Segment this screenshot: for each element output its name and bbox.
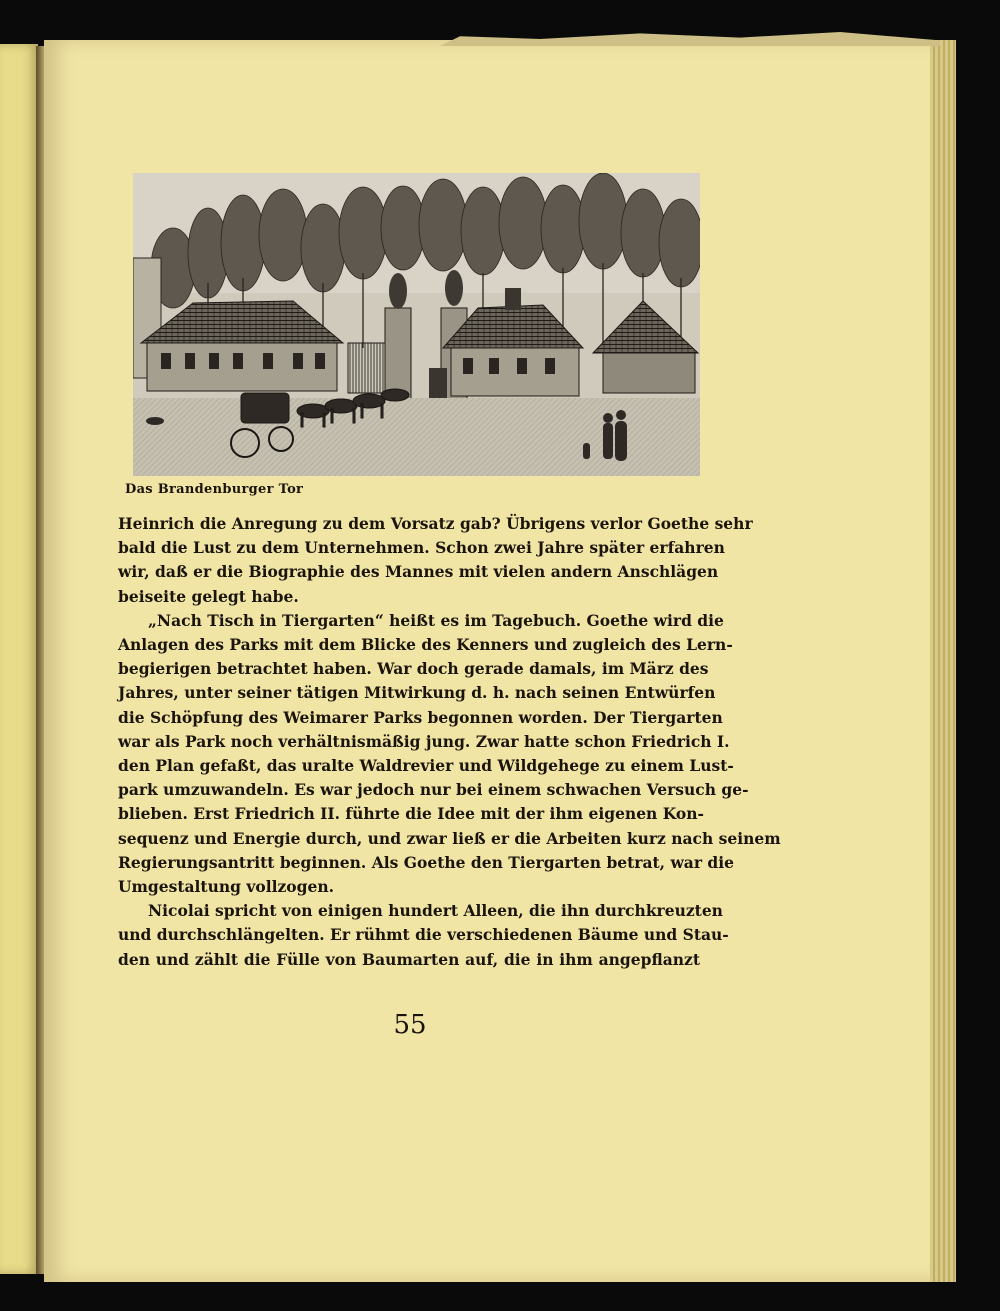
page-number: 55 (393, 1010, 427, 1040)
text-line: und durchschlängelten. Er rühmt die verschiedenen Bäume und Stau- (118, 925, 729, 945)
text-line: Nicolai spricht von einigen hundert Alleen, die ihn durchkreuzten (148, 901, 723, 921)
text-line: die Schöpfung des Weimarer Parks begonnen worden. Der Tiergarten (118, 707, 723, 727)
illustration-caption: Das Brandenburger Tor (125, 482, 304, 497)
text-line: sequenz und Energie durch, und zwar ließ er die Arbeiten kurz nach seinem (118, 828, 781, 848)
text-line: Jahres, unter seiner tätigen Mitwirkung d. h. nach seinen Entwürfen (118, 683, 716, 703)
text-line: Regierungsantritt beginnen. Als Goethe den Tiergarten betrat, war die (118, 852, 734, 872)
text-line: wir, daß er die Biographie des Mannes mit vielen andern Anschlägen (118, 562, 719, 582)
paragraph-2 (118, 609, 781, 899)
paragraph-3 (118, 899, 729, 972)
text-line: blieben. Erst Friedrich II. führte die Idee mit der ihm eigenen Kon- (118, 804, 704, 824)
page-stack-edge (930, 40, 956, 1282)
text-line: den Plan gefaßt, das uralte Waldrevier und Wildgehege zu einem Lust- (118, 756, 734, 776)
text-line: beiseite gelegt habe. (118, 586, 299, 606)
text-line: Anlagen des Parks mit dem Blicke des Kenners und zugleich des Lern- (118, 635, 733, 655)
body-text (118, 512, 781, 972)
text-line: Umgestaltung vollzogen. (118, 877, 334, 897)
text-line: Heinrich die Anregung zu dem Vorsatz gab? Übrigens verlor Goethe sehr (118, 514, 753, 533)
paragraph-1 (118, 512, 753, 609)
facing-page (0, 44, 38, 1274)
text-line: war als Park noch verhältnismäßig jung. Zwar hatte schon Friedrich I. (118, 731, 730, 751)
text-line: begierigen betrachtet haben. War doch gerade damals, im März des (118, 659, 709, 679)
text-line: park umzuwandeln. Es war jedoch nur bei einem schwachen Versuch ge- (118, 780, 749, 800)
engraving-brandenburg-gate (133, 173, 700, 476)
text-line: den und zählt die Fülle von Baumarten auf, die in ihm angepflanzt (118, 949, 700, 969)
torn-page-edge (440, 32, 940, 46)
text-line: bald die Lust zu dem Unternehmen. Schon zwei Jahre später erfahren (118, 538, 725, 558)
text-line: „Nach Tisch in Tiergarten“ heißt es im Tagebuch. Goethe wird die (148, 610, 724, 630)
